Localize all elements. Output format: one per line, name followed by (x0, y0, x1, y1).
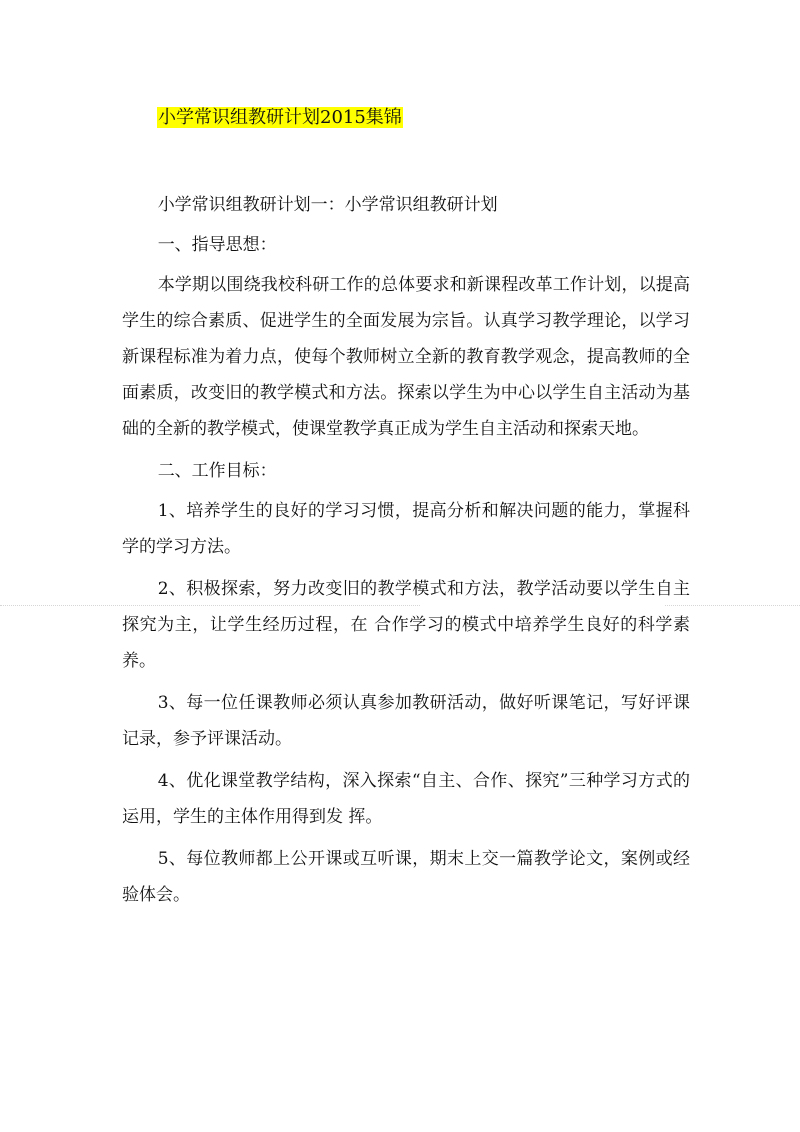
document-title (157, 106, 403, 130)
subtitle: 小学常识组教研计划一：小学常识组教研计划 (157, 195, 498, 215)
guiding-heading: 一、指导思想： (157, 235, 277, 255)
goal-item-4: 4、优化课堂教学结构，深入探索“自主、合作、探究”三种学习方式的运用，学生的主体作用得到发 挥。 (122, 771, 690, 827)
goal-item-5: 5、每位教师都上公开课或互听课，期末上交一篇教学论文，案例或经验体会。 (122, 849, 690, 905)
goal-item-1: 1、培养学生的良好的学习习惯，提高分析和解决问题的能力，掌握科学的学习方法。 (122, 501, 690, 557)
document-body (122, 187, 690, 919)
goal-item-2: 2、积极探索，努力改变旧的教学模式和方法，教学活动要以学生自主探究为主，让学生经历过程，在 合作学习的模式中培养学生良好的科学素养。 (122, 579, 690, 671)
title-highlight: 小学常识组教研计划2015集锦 (158, 107, 402, 128)
goal-item-3: 3、每一位任课教师必须认真参加教研活动，做好听课笔记，写好评课记录，参予评课活动。 (122, 693, 690, 749)
guiding-paragraph: 本学期以围绕我校科研工作的总体要求和新课程改革工作计划，以提高学生的综合素质、促进学生的全面发展为宗旨。认真学习教学理论，以学习新课程标准为着力点，使每个教师树立全新的教育教学观念，提高教师的全面素质，改变旧的教学模式和方法。探索以学生为中心以学生自主活动为基础的全新的教学模式，使课堂教学真正成为学生自主活动和探索天地。 (122, 275, 690, 439)
goals-heading: 二、工作目标： (157, 461, 277, 481)
